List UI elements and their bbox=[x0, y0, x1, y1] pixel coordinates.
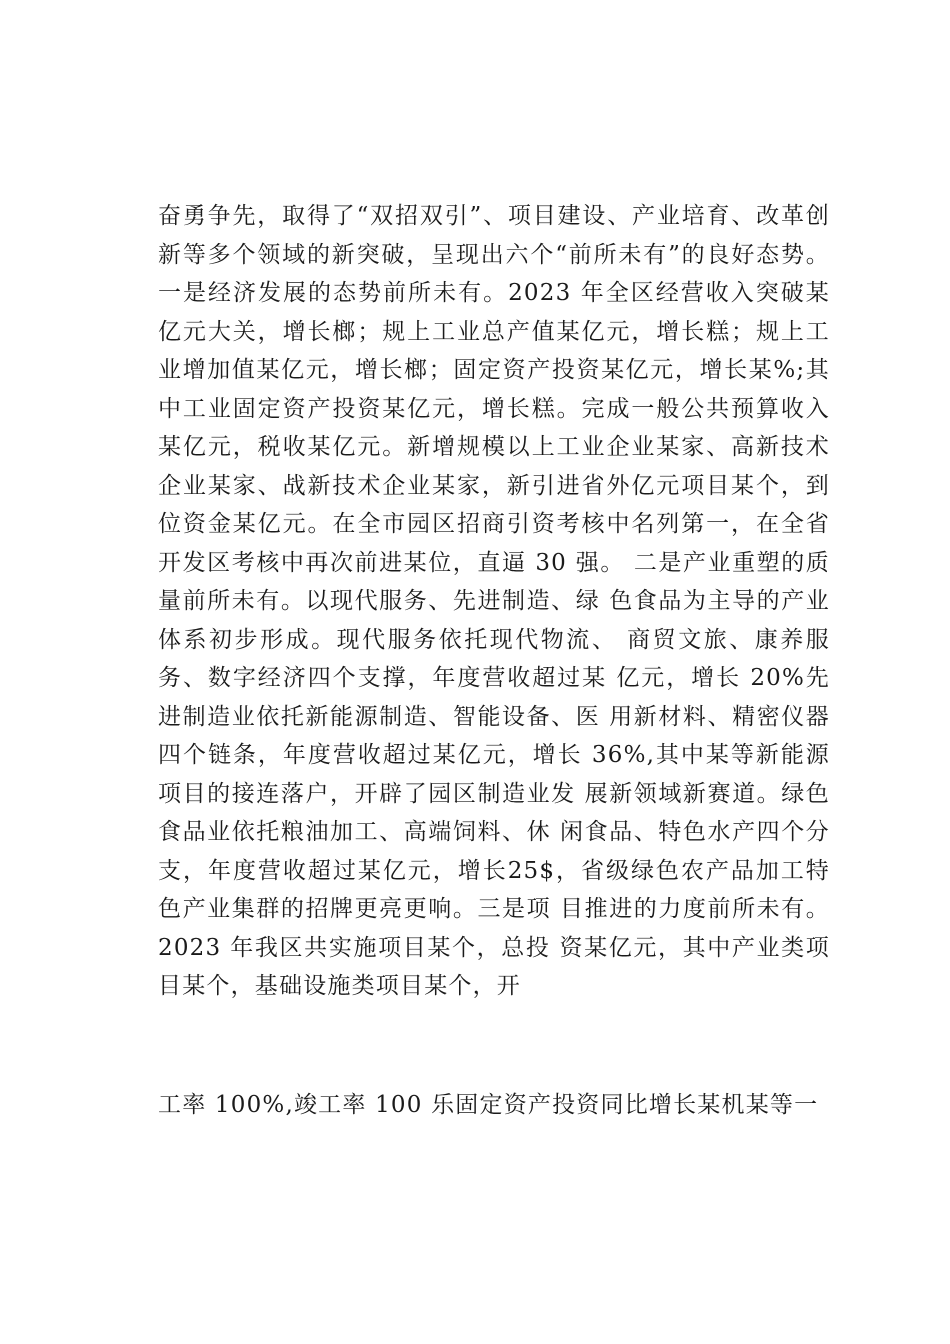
body-paragraph: 奋勇争先，取得了“双招双引”、项目建设、产业培育、改革创新等多个领域的新突破，呈现出六个“前所未有”的良好态势。 一是经济发展的态势前所未有。2023 年全区经营收入突破某亿元大关，增长榔；规上工业总产值某亿元，增长糕；规上工业增加值某亿元，增长榔；固定资产投资某亿元，增长某%;其中工业固定资产投资某亿元，增长糕。完成一般公共预算收入某亿元，税收某亿元。新增规模以上工业企业某家、高新技术企业某家、战新技术企业某家，新引进省外亿元项目某个，到位资金某亿元。在全市园区招商引资考核中名列第一，在全省开发区考核中再次前进某位，直逼 30 强。 二是产业重塑的质量前所未有。以现代服务、先进制造、绿 色食品为主导的产业体系初步形成。现代服务依托现代物流、 商贸文旅、康养服务、数字经济四个支撑，年度营收超过某 亿元，增长 20%先进制造业依托新能源制造、智能设备、医 用新材料、精密仪器四个链条，年度营收超过某亿元，增长 36%,其中某等新能源项目的接连落户，开辟了园区制造业发 展新领域新赛道。绿色食品业依托粮油加工、高端饲料、休 闲食品、特色水产四个分支，年度营收超过某亿元，增长25$，省级绿色农产品加工特色产业集群的招牌更亮更响。三是项 目推进的力度前所未有。2023 年我区共实施项目某个，总投 资某亿元，其中产业类项目某个，基础设施类项目某个，开 bbox=[158, 203, 830, 999]
body-paragraph-continued: 工率 100%,竣工率 100 乐固定资产投资同比增长某机某等一 bbox=[158, 1092, 819, 1118]
